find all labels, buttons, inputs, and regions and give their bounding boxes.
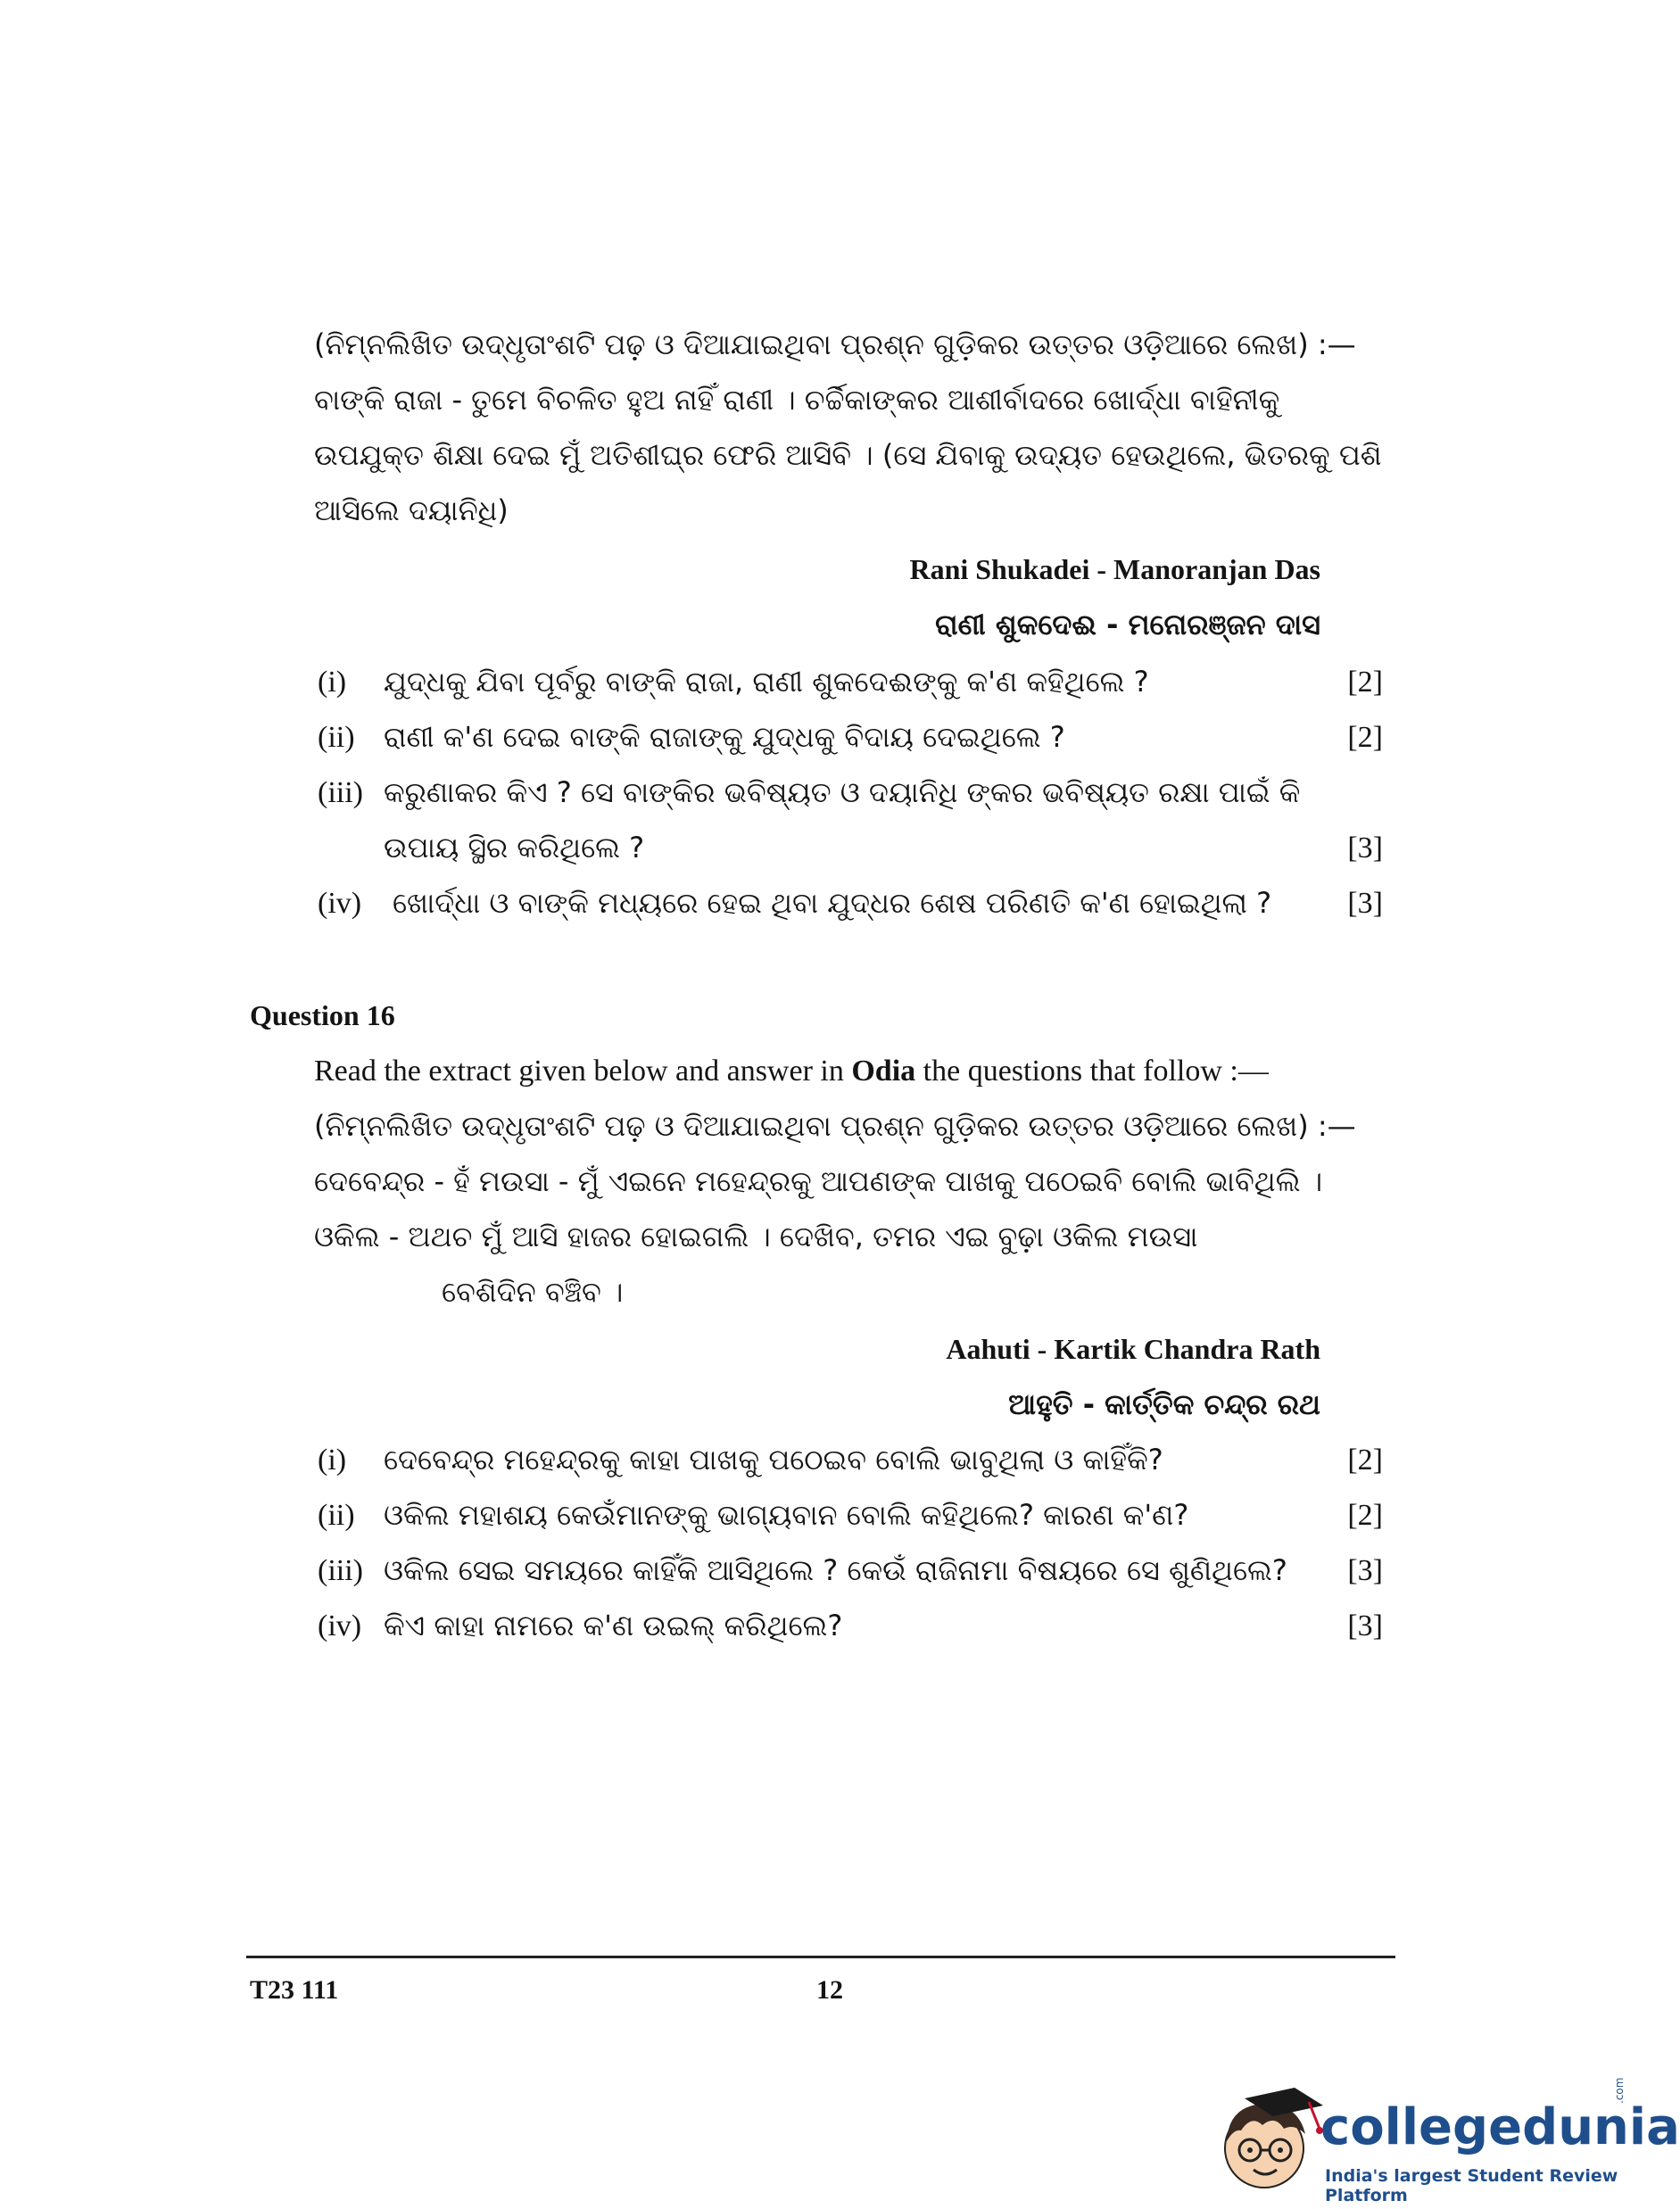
q15-question-3-text: କରୁଣାକର କିଏ ? ସେ ବାଙ୍କିର ଭବିଷ୍ୟତ ଓ ଦୟାନିଧି ଙ୍କର ଭବିଷ୍ୟତ ରକ୍ଷା ପାଇଁ କି [384, 775, 1301, 809]
collegedunia-brand: collegedunia [1320, 2098, 1680, 2156]
q16-question-2-text: ଓକିଲ ମହାଶୟ କେଉଁମାନଙ୍କୁ ଭାଗ୍ୟବାନ ବୋଲି କହିଥିଲେ? କାରଣ କ'ଣ? [384, 1498, 1189, 1532]
q16-question-2-marks: [2] [1347, 1499, 1383, 1532]
footer-paper-code: T23 111 [250, 1975, 339, 2005]
q15-question-1-text: ଯୁଦ୍ଧକୁ ଯିବା ପୂର୍ବରୁ ବାଙ୍କି ରାଜା, ରାଣୀ ଶୁକଦେଈଙ୍କୁ କ'ଣ କହିଥିଲେ ? [384, 665, 1149, 699]
q16-question-2-number: (ii) [318, 1499, 355, 1532]
q15-question-2-number: (ii) [318, 721, 355, 754]
q15-question-4-number: (iv) [318, 887, 362, 920]
q16-extract-line-3: ବେଶିଦିନ ବଞ୍ଚିବ । [442, 1275, 624, 1309]
q15-source-odia: ରାଣୀ ଶୁକଦେଈ - ମନୋରଞ୍ଜନ ଦାସ [935, 608, 1320, 641]
q15-question-3-text-continued: ଉପାୟ ସ୍ଥିର କରିଥିଲେ ? [384, 831, 645, 865]
q15-source-english: Rani Shukadei - Manoranjan Das [909, 553, 1320, 585]
q15-question-4-marks: [3] [1347, 887, 1383, 920]
q16-question-4-number: (iv) [318, 1609, 362, 1642]
footer-page-number: 12 [816, 1975, 843, 2005]
footer-rule [246, 1956, 1395, 1958]
q16-instruction-odia: (ନିମ୍ନଲିଖିତ ଉଦ୍ଧୃତାଂଶଟି ପଢ଼ ଓ ଦିଆଯାଇଥିବା ପ୍ରଶ୍ନ ଗୁଡ଼ିକର ଉତ୍ତର ଓଡ଼ିଆରେ ଲେଖ) :— [314, 1109, 1356, 1143]
q15-question-1-marks: [2] [1347, 666, 1383, 699]
q16-instruction-english [314, 1056, 1269, 1087]
q15-extract-line-2: ଉପଯୁକ୍ତ ଶିକ୍ଷା ଦେଇ ମୁଁ ଅତିଶୀଘ୍ର ଫେରି ଆସିବି । (ସେ ଯିବାକୁ ଉଦ୍ୟତ ହେଉଥିଲେ, ଭିତରକୁ ପଶି [314, 438, 1382, 472]
q15-question-3-marks: [3] [1347, 831, 1383, 865]
q16-question-4-marks: [3] [1347, 1609, 1383, 1642]
q16-instruction-post: the questions that follow :— [915, 1055, 1269, 1088]
q16-question-1-marks: [2] [1347, 1444, 1383, 1477]
q16-question-3-marks: [3] [1347, 1554, 1383, 1587]
q16-question-3-number: (iii) [318, 1554, 363, 1587]
q15-question-4-text: ଖୋର୍ଦ୍ଧା ଓ ବାଙ୍କି ମଧ୍ୟରେ ହେଇ ଥିବା ଯୁଦ୍ଧର ଶେଷ ପରିଣତି କ'ଣ ହୋଇଥିଲା ? [393, 886, 1272, 920]
q16-instruction-pre: Read the extract given below and answer in [314, 1055, 852, 1088]
q15-extract-line-1: ବାଙ୍କି ରାଜା - ତୁମେ ବିଚଳିତ ହୁଅ ନାହିଁ ରାଣୀ । ଚର୍ଚ୍ଚିକାଙ୍କର ଆଶୀର୍ବାଦରେ ଖୋର୍ଦ୍ଧା ବାହିନୀକୁ [314, 383, 1280, 417]
q16-source-english: Aahuti - Kartik Chandra Rath [946, 1333, 1320, 1365]
q16-question-1-text: ଦେବେନ୍ଦ୍ର ମହେନ୍ଦ୍ରକୁ କାହା ପାଖକୁ ପଠେଇବ ବୋଲି ଭାବୁଥିଲା ଓ କାହିଁକି? [384, 1443, 1163, 1477]
q15-question-2-text: ରାଣୀ କ'ଣ ଦେଇ ବାଙ୍କି ରାଜାଙ୍କୁ ଯୁଦ୍ଧକୁ ବିଦାୟ ଦେଇଥିଲେ ? [384, 720, 1065, 754]
q16-question-1-number: (i) [318, 1444, 347, 1477]
q15-extract-line-3: ଆସିଲେ ଦୟାନିଧି) [314, 493, 509, 527]
q16-heading: Question 16 [250, 999, 395, 1031]
q15-instruction-odia: (ନିମ୍ନଲିଖିତ ଉଦ୍ଧୃତାଂଶଟି ପଢ଼ ଓ ଦିଆଯାଇଥିବା ପ୍ରଶ୍ନ ଗୁଡ଼ିକର ଉତ୍ତର ଓଡ଼ିଆରେ ଲେଖ) :— [314, 327, 1356, 361]
q16-question-3-text: ଓକିଲ ସେଇ ସମୟରେ କାହିଁକି ଆସିଥିଲେ ? କେଉଁ ରାଜିନାମା ବିଷୟରେ ସେ ଶୁଣିଥିଲେ? [384, 1553, 1287, 1587]
q16-instruction-bold: Odia [851, 1055, 916, 1088]
q16-question-4-text: କିଏ କାହା ନାମରେ କ'ଣ ଉଇଲ୍ କରିଥିଲେ? [384, 1609, 843, 1642]
q16-source-odia: ଆହୁତି - କାର୍ତ୍ତିକ ଚନ୍ଦ୍ର ରଥ [1008, 1387, 1320, 1421]
q16-extract-line-2: ଓକିଲ - ଅଥଚ ମୁଁ ଆସି ହାଜର ହୋଇଗଲି । ଦେଖିବ, ତମର ଏଇ ବୁଢ଼ା ଓକିଲ ମଉସା [314, 1220, 1198, 1253]
q16-extract-line-1: ଦେବେନ୍ଦ୍ର - ହଁ ମଉସା - ମୁଁ ଏଇନେ ମହେନ୍ଦ୍ରକୁ ଆପଣଙ୍କ ପାଖକୁ ପଠେଇବି ବୋଲି ଭାବିଥିଲି । [314, 1164, 1323, 1198]
q15-question-3-number: (iii) [318, 776, 363, 809]
q15-question-2-marks: [2] [1347, 721, 1383, 754]
collegedunia-tagline: India's largest Student Review Platform [1325, 2166, 1618, 2205]
q15-question-1-number: (i) [318, 666, 347, 699]
collegedunia-com: .com [1613, 2077, 1626, 2104]
